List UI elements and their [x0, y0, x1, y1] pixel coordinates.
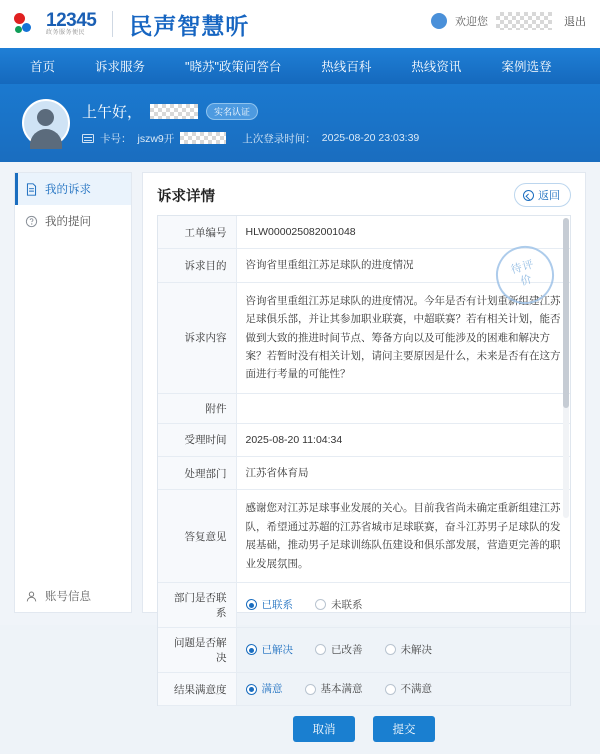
nav-item-hotline-news[interactable]: 热线资讯 [411, 60, 462, 74]
nav-item-case-selection[interactable]: 案例选登 [501, 60, 552, 74]
user-name-redacted [496, 12, 552, 30]
avatar [431, 13, 447, 29]
detail-panel [142, 172, 586, 737]
radio-resolved-improved[interactable] [315, 641, 363, 659]
radio-satisfaction-basic[interactable] [305, 680, 363, 698]
sidebar-item-label: 账号信息 [45, 591, 91, 603]
card-value: jszw9开 [137, 132, 175, 145]
field-value-contacted [236, 582, 570, 627]
site-logo[interactable] [14, 8, 249, 41]
radio-dot-icon [246, 644, 257, 655]
radio-label: 未解决 [400, 643, 432, 656]
radio-label: 不满意 [400, 682, 432, 695]
radio-dot-icon [385, 644, 396, 655]
radio-dot-icon [315, 644, 326, 655]
user-avatar [22, 99, 70, 147]
sidebar-item-my-appeals[interactable] [15, 173, 131, 205]
radio-label: 已改善 [331, 643, 363, 656]
question-icon [25, 215, 38, 228]
table-row [158, 249, 570, 282]
sidebar-item-my-questions[interactable] [15, 205, 131, 237]
top-header [0, 0, 600, 48]
radio-label: 已联系 [261, 598, 293, 611]
field-value-satisfaction [236, 672, 570, 705]
user-banner [0, 84, 600, 162]
table-row [158, 423, 570, 456]
table-row [158, 672, 570, 705]
table-row [158, 393, 570, 423]
radio-satisfaction-satisfied[interactable] [246, 680, 283, 698]
field-label: 诉求内容 [158, 282, 236, 393]
radio-resolved-yes[interactable] [246, 641, 294, 659]
page-body [0, 162, 600, 737]
back-arrow-icon [523, 190, 534, 201]
nav-item-appeal-service[interactable]: 诉求服务 [95, 60, 146, 74]
card-icon [82, 134, 94, 143]
last-login-label: 上次登录时间： [242, 132, 316, 145]
table-row [158, 216, 570, 249]
radio-contacted-no[interactable] [315, 596, 363, 614]
field-value-accept-time: 2025-08-20 11:04:34 [236, 423, 570, 456]
user-name-redacted-hero [150, 104, 198, 119]
logo-subtitle-line1: 政务服务便民 [46, 29, 86, 36]
radio-label: 满意 [261, 682, 283, 695]
sidebar [14, 172, 132, 613]
detail-table [158, 216, 570, 706]
detail-form [157, 215, 571, 706]
verified-badge: 实名认证 [206, 103, 258, 120]
radio-resolved-no[interactable] [385, 641, 433, 659]
logout-button[interactable]: 退出 [564, 16, 586, 28]
radio-satisfaction-unsatisfied[interactable] [385, 680, 433, 698]
field-value-reply: 感谢您对江苏足球事业发展的关心。目前我省尚未确定重新组建江苏队，希望通过苏超的江苏省城市足球联赛，奋斗江苏男子足球队的发展基础，推动男子足球训练队伍建设和俱乐部发展，营造更完善的职业发展氛围。 [236, 490, 570, 583]
field-label: 诉求目的 [158, 249, 236, 282]
back-button-label: 返回 [538, 190, 560, 202]
field-label: 部门是否联系 [158, 582, 236, 627]
field-label: 结果满意度 [158, 672, 236, 705]
nav-item-home[interactable]: 首页 [30, 60, 56, 74]
card-value-redacted [180, 132, 226, 144]
scrollbar-thumb[interactable] [563, 218, 569, 408]
field-label: 受理时间 [158, 423, 236, 456]
logo-dots-icon [14, 11, 40, 37]
radio-dot-icon [315, 599, 326, 610]
table-row [158, 282, 570, 393]
field-value-resolved [236, 627, 570, 672]
user-icon [25, 590, 38, 603]
last-login-value: 2025-08-20 23:03:39 [321, 132, 420, 144]
radio-label: 未联系 [331, 598, 363, 611]
card-label: 卡号： [100, 132, 132, 145]
logo-number: 12345 [46, 9, 97, 31]
sidebar-item-account-info[interactable] [15, 588, 131, 604]
submit-button[interactable]: 提交 [373, 716, 435, 742]
sidebar-item-label: 我的提问 [45, 216, 91, 228]
field-value-department: 江苏省体育局 [236, 457, 570, 490]
table-row [158, 457, 570, 490]
account-area [431, 12, 586, 30]
radio-contacted-yes[interactable] [246, 596, 294, 614]
panel-header [143, 173, 585, 215]
field-value-purpose: 咨询省里重组江苏足球队的进度情况 [236, 249, 570, 282]
nav-item-hotline-wiki[interactable]: 热线百科 [321, 60, 372, 74]
radio-dot-icon [246, 684, 257, 695]
radio-label: 已解决 [261, 643, 293, 656]
radio-dot-icon [385, 684, 396, 695]
doc-icon [25, 183, 38, 196]
radio-label: 基本满意 [320, 682, 363, 695]
cancel-button[interactable]: 取消 [293, 716, 355, 742]
table-row [158, 490, 570, 583]
greeting-text: 上午好， [82, 103, 143, 121]
radio-dot-icon [305, 684, 316, 695]
main-nav [0, 48, 600, 84]
logo-divider [112, 11, 113, 37]
field-label: 工单编号 [158, 216, 236, 249]
brand-title: 民声智慧听 [129, 12, 250, 39]
action-buttons [143, 706, 585, 754]
user-info [82, 101, 419, 146]
radio-dot-icon [246, 599, 257, 610]
field-value-content: 咨询省里重组江苏足球队的进度情况。今年是否有计划重新组建江苏足球俱乐部，并让其参加职业联赛，中超联赛？若有相关计划，能否做到大致的推进时间节点、筹备方向以及可能涉及的困难和解决方案？若暂时没有相关计划，请问主要原因是什么，未来是否有在这方面进行考量的可能性？ [236, 282, 570, 393]
status-stamp-label: 待评价 [509, 258, 537, 289]
field-label: 处理部门 [158, 457, 236, 490]
page-title: 诉求详情 [157, 188, 215, 205]
field-label: 附件 [158, 393, 236, 423]
nav-item-policy-qa[interactable]: "晓苏"政策问答台 [185, 60, 282, 74]
field-value-order-no: HLW000025082001048 [236, 216, 570, 249]
form-scrollbar[interactable] [563, 218, 569, 518]
back-button[interactable] [514, 183, 571, 207]
field-label: 答复意见 [158, 490, 236, 583]
table-row [158, 582, 570, 627]
field-value-attachment [236, 393, 570, 423]
table-row [158, 627, 570, 672]
sidebar-item-label: 我的诉求 [45, 184, 91, 196]
welcome-label: 欢迎您 [455, 16, 488, 28]
field-label: 问题是否解决 [158, 627, 236, 672]
